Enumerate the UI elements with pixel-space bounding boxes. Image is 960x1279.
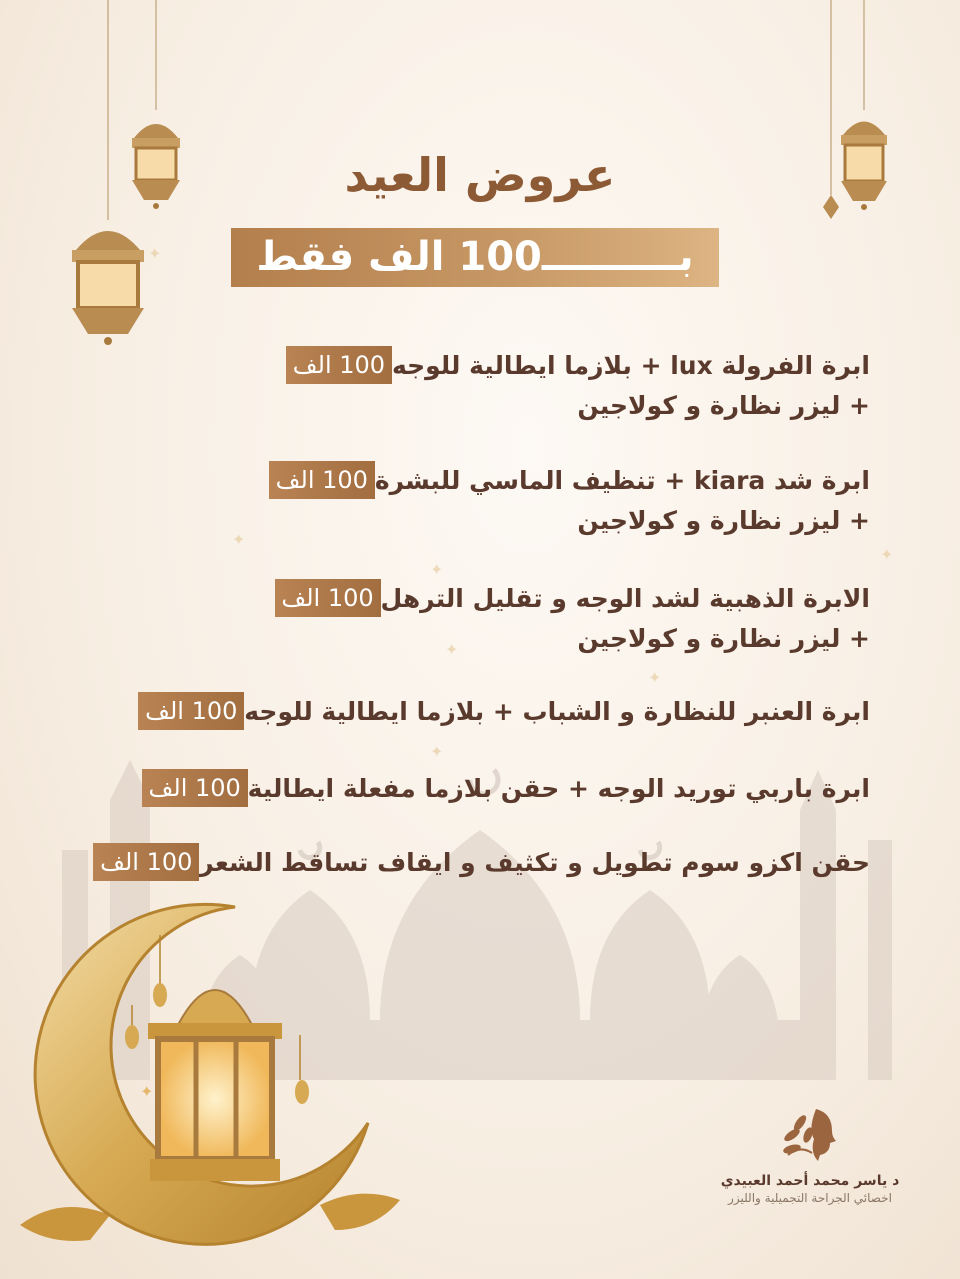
svg-text:✦: ✦ xyxy=(140,1082,154,1101)
price-badge: 100 الف xyxy=(269,461,375,499)
offer-item xyxy=(253,579,871,659)
offer-item xyxy=(71,843,870,883)
price-badge: 100 الف xyxy=(142,769,248,807)
offer-line: حقن اكزو سوم تطويل و تكثيف و ايقاف تساقط الشعر xyxy=(199,848,870,877)
offer-line: + ليزر نظارة و كولاجين xyxy=(577,391,870,420)
offer-line: ابرة العنبر للنظارة و الشباب + بلازما ايطالية للوجه xyxy=(244,697,870,726)
price-badge: 100 الف xyxy=(286,346,392,384)
offer-line: الابرة الذهبية لشد الوجه و تقليل الترهل xyxy=(380,584,870,613)
price-badge: 100 الف xyxy=(93,843,199,881)
offer-item xyxy=(116,692,870,732)
sparkle-icon: ✦ xyxy=(430,560,444,579)
sparkle-icon: ✦ xyxy=(648,668,662,687)
crescent-moon-lantern-icon xyxy=(0,895,420,1275)
sparkle-icon: ✦ xyxy=(445,640,459,659)
sparkle-icon: ✦ xyxy=(232,530,246,549)
price-banner: بــــــــــ100 الف فقط xyxy=(231,228,719,287)
page-title: عروض العيد xyxy=(344,148,616,202)
clinic-logo xyxy=(700,1105,920,1205)
sparkle-icon: ✦ xyxy=(148,244,162,263)
price-badge: 100 الف xyxy=(138,692,244,730)
offer-line: ابرة شد kiara + تنظيف الماسي للبشرة xyxy=(374,466,870,495)
offer-line: + ليزر نظارة و كولاجين xyxy=(577,506,870,535)
offer-item xyxy=(247,461,870,541)
offer-line: ابرة باربي توريد الوجه + حقن بلازما مفعلة ايطالية xyxy=(247,774,870,803)
woman-profile-leaves-icon xyxy=(780,1105,840,1163)
offer-line: + ليزر نظارة و كولاجين xyxy=(577,624,870,653)
doctor-name: د ياسر محمد أحمد العبيدي xyxy=(720,1173,900,1189)
sparkle-icon: ✦ xyxy=(430,742,444,761)
offer-line: ابرة الفرولة lux + بلازما ايطالية للوجه xyxy=(391,351,870,380)
offer-item xyxy=(120,769,870,809)
offer-item xyxy=(264,346,870,426)
doctor-specialty: اخصائي الجراحة التجميلية والليزر xyxy=(728,1191,892,1205)
price-badge: 100 الف xyxy=(275,579,381,617)
sparkle-icon: ✦ xyxy=(880,545,894,564)
